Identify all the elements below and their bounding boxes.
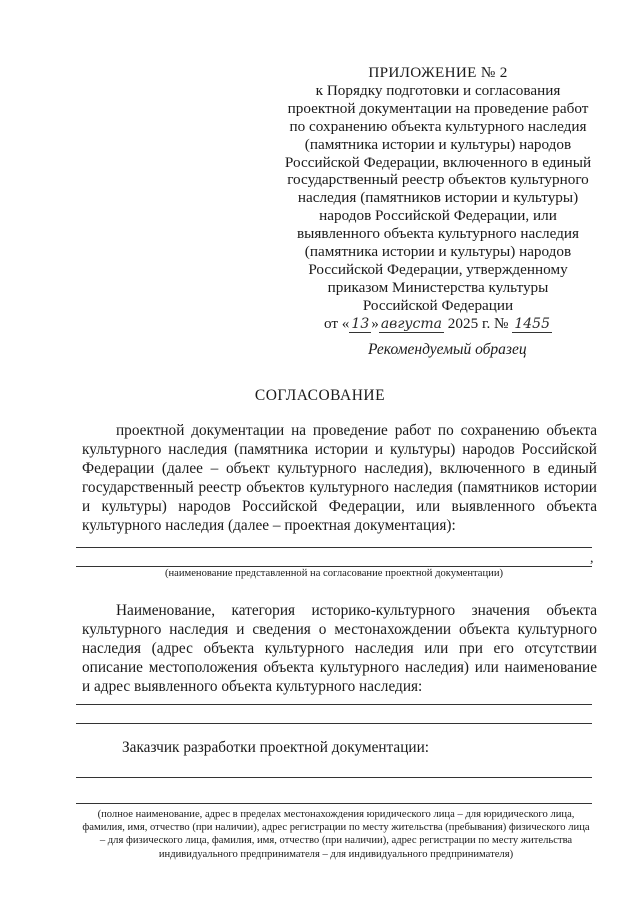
appendix-line: к Порядку подготовки и согласования <box>315 81 561 99</box>
fill-in-line <box>76 723 592 724</box>
date-mid: » <box>371 314 379 332</box>
customer-caption-line: фамилия, имя, отчество (при наличии), адрес регистрации по месту жительства (пребывания) физического лица <box>82 822 590 834</box>
appendix-header <box>282 64 594 334</box>
appendix-line: Российской Федерации, утвержденному <box>308 260 568 278</box>
appendix-line: Российской Федерации <box>362 296 514 314</box>
fill-in-line <box>76 704 592 705</box>
document-heading: СОГЛАСОВАНИЕ <box>254 387 386 404</box>
fill-in-line <box>76 547 592 548</box>
handwritten-day: 13 <box>351 315 370 332</box>
appendix-line: государственный реестр объектов культурного <box>287 171 589 189</box>
appendix-line: Российской Федерации, включенного в единый <box>284 153 592 171</box>
project-docs-caption: (наименование представленной на согласование проектной документации) <box>164 568 504 579</box>
date-year: 2025 г. № <box>443 314 513 332</box>
appendix-title: ПРИЛОЖЕНИЕ № 2 <box>368 64 508 81</box>
handwritten-month: августа <box>380 315 442 332</box>
date-prefix: от « <box>323 314 350 332</box>
fill-in-line <box>76 777 592 778</box>
appendix-line: наследия (памятников истории и культуры) <box>297 189 579 207</box>
fill-in-line <box>76 566 592 567</box>
customer-caption-line: (полное наименование, адрес в пределах местонахождения юридического лица – для юридического лица, <box>97 809 575 820</box>
recommended-sample-label: Рекомендуемый образец <box>368 341 527 358</box>
customer-caption-line: индивидуального предпринимателя – для индивидуального предпринимателя) <box>158 848 514 860</box>
appendix-line: приказом Министерства культуры <box>327 278 549 296</box>
line-comma: , <box>590 551 594 566</box>
appendix-line: народов Российской Федерации, или <box>319 207 557 225</box>
appendix-line: проектной документации на проведение работ <box>287 99 589 117</box>
appendix-line: (памятника истории и культуры) народов <box>304 135 572 153</box>
handwritten-number: 1455 <box>514 315 550 332</box>
intro-paragraph: проектной документации на проведение работ по сохранению объекта культурного наследия (памятника истории и культуры) народов Российской Федерации (далее – объект культурного наследия), включенного в единый государственный реестр объектов культурного наследия (памятников истории и культуры) народов Российской Федерации, или выявленного объекта культурного наследия (далее – проектная документация): <box>82 422 597 534</box>
fill-in-line <box>76 803 592 804</box>
appendix-line: выявленного объекта культурного наследия <box>297 225 579 243</box>
object-info-paragraph: Наименование, категория историко-культурного значения объекта культурного наследия и сведения о местонахождении объекта культурного наследия (адрес объекта культурного наследия или при его отсутствии описание местоположения объекта культурного наследия) или наименование и адрес выявленного объекта культурного наследия: <box>82 602 597 695</box>
order-date-line <box>282 315 594 334</box>
customer-paragraph: Заказчик разработки проектной документации: <box>122 739 430 756</box>
customer-caption <box>76 808 596 861</box>
appendix-line: по сохранению объекта культурного наследия <box>289 117 587 135</box>
customer-caption-line: – для физического лица, фамилия, имя, отчество (при наличии), адрес регистрации по месту жительства <box>99 835 573 847</box>
appendix-line: (памятника истории и культуры) народов <box>304 243 572 261</box>
